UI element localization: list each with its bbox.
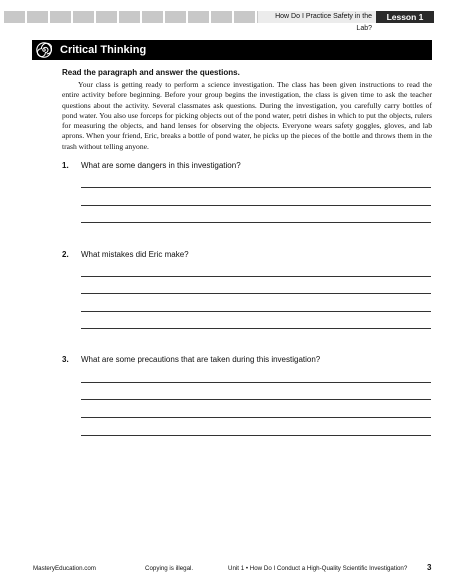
question-text: What are some precautions that are taken during this investigation?: [81, 355, 321, 364]
answer-line[interactable]: [81, 382, 431, 383]
instructions: Read the paragraph and answer the questions.: [62, 68, 240, 77]
answer-line[interactable]: [81, 435, 431, 436]
question-number: 3.: [62, 355, 69, 364]
answer-line[interactable]: [81, 293, 431, 294]
answer-line[interactable]: [81, 328, 431, 329]
question-number: 1.: [62, 161, 69, 170]
section-banner: [32, 40, 432, 60]
lab-title: How Do I Practice Safety in the Lab?: [258, 11, 376, 23]
footer-copyright: Copying is illegal.: [145, 565, 194, 572]
question-text: What mistakes did Eric make?: [81, 250, 189, 259]
question-number: 2.: [62, 250, 69, 259]
answer-line[interactable]: [81, 417, 431, 418]
footer-site: MasteryEducation.com: [33, 565, 96, 572]
page-number: 3: [427, 563, 432, 572]
running-header: [0, 11, 450, 32]
section-title: Critical Thinking: [60, 44, 147, 56]
lesson-label: Lesson 1: [376, 11, 434, 23]
spiral-icon: [36, 42, 52, 58]
question-text: What are some dangers in this investigation?: [81, 161, 241, 170]
scenario-paragraph: Your class is getting ready to perform a science investigation. The class has been given instructions to read the entire activity before beginning. Before your group begins the investigation, the class is given time to ask the teacher questions about the activity. Several classmates ask questions. During the investigation, you carefully carry bottles of pond water. You also use forceps for picking objects out of the pond water, petri dishes in which to put the objects, rulers for measuring the objects, and hand lenses for observing the objects. Everyone wears safety goggles, gloves, and lab aprons. When your friend, Eric, breaks a bottle of pond water, he picks up the pieces of the bottle and throws them in the trash without telling anyone.: [62, 80, 432, 151]
answer-line[interactable]: [81, 311, 431, 312]
answer-line[interactable]: [81, 187, 431, 188]
answer-line[interactable]: [81, 205, 431, 206]
answer-line[interactable]: [81, 222, 431, 223]
answer-line[interactable]: [81, 399, 431, 400]
answer-line[interactable]: [81, 276, 431, 277]
header-stripes: [4, 11, 258, 23]
footer-unit: Unit 1 • How Do I Conduct a High-Quality Scientific Investigation?: [228, 565, 408, 572]
